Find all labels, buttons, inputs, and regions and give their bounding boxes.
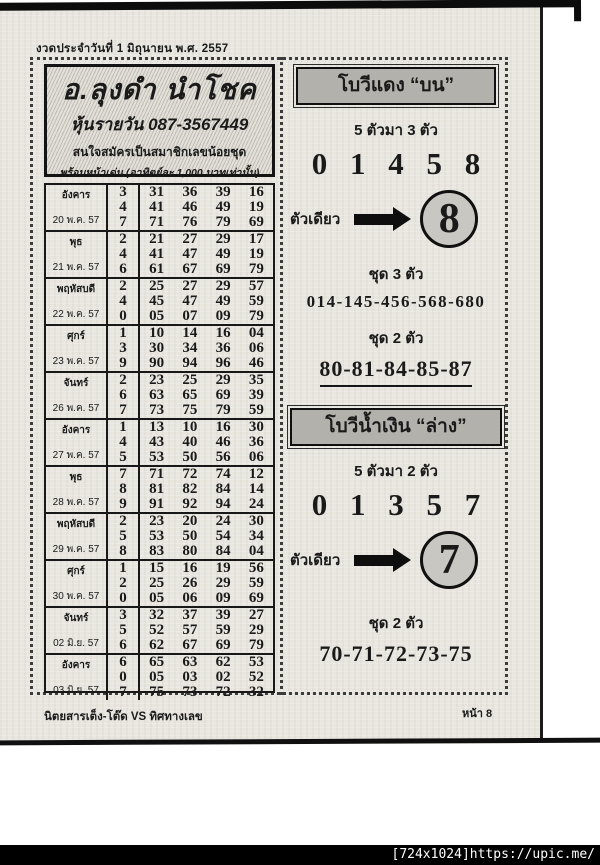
lead-digit: 6 <box>119 261 127 277</box>
number-line: 23 20 24 30 <box>149 513 264 529</box>
bowie-red-header: โบวีแดง “บน” <box>296 67 496 105</box>
table-row <box>46 277 273 324</box>
number-line: 23 25 29 35 <box>149 372 264 388</box>
lead-digit: 0 <box>119 669 127 685</box>
day-date: 28 พ.ค. 57 <box>52 497 100 508</box>
nums-col <box>140 279 273 324</box>
underline-rule <box>320 385 472 387</box>
day-name: ศุกร์ <box>67 331 85 342</box>
number-line: 91 92 94 24 <box>149 496 264 512</box>
day-name: อังคาร <box>61 660 91 671</box>
table-row <box>46 185 273 230</box>
number-line: 63 65 69 39 <box>149 387 264 403</box>
day-name: จันทร์ <box>63 613 89 624</box>
table-row <box>46 371 273 418</box>
number-line: 73 75 79 59 <box>149 402 264 418</box>
digit-col <box>108 655 140 700</box>
day-cell <box>46 279 108 324</box>
issue-date-line: งวดประจำวันที่ 1 มิถุนายน พ.ศ. 2557 <box>36 43 229 55</box>
nums-col <box>140 420 273 465</box>
digit-col <box>108 514 140 559</box>
set2-numbers: 70-71-72-73-75 <box>319 641 473 666</box>
number-line: 52 57 59 29 <box>149 622 264 638</box>
lead-digit: 5 <box>119 449 127 465</box>
nums-col <box>140 467 273 512</box>
digit-col <box>108 561 140 606</box>
lead-digit: 7 <box>119 402 127 418</box>
days-table-body <box>46 185 273 700</box>
daily-numbers-table <box>44 183 275 700</box>
table-row <box>46 653 273 700</box>
table-row <box>46 606 273 653</box>
day-date: 29 พ.ค. 57 <box>52 544 100 555</box>
number-line: 31 36 39 16 <box>149 184 264 200</box>
digit-col <box>108 608 140 653</box>
number-line: 05 07 09 79 <box>149 308 264 324</box>
bowie-blue-single-row <box>286 531 506 589</box>
day-cell <box>46 514 108 559</box>
nums-col <box>140 326 273 371</box>
tipster-phone-line: หุ้นรายวัน 087-3567449 <box>70 115 249 134</box>
digit-col <box>108 185 140 230</box>
day-cell <box>46 185 108 230</box>
lead-digit: 9 <box>119 355 127 371</box>
tipster-header-box <box>44 64 275 177</box>
lead-digit: 8 <box>119 481 127 497</box>
day-cell <box>46 326 108 371</box>
circled-single-digit: 8 <box>420 190 478 248</box>
day-name: อังคาร <box>61 425 91 436</box>
lead-digit: 3 <box>119 607 127 623</box>
nums-col <box>140 608 273 653</box>
table-row <box>46 418 273 465</box>
day-name: พฤหัสบดี <box>56 519 96 530</box>
day-cell <box>46 373 108 418</box>
number-line: 30 34 36 06 <box>149 340 264 356</box>
number-line: 05 06 09 69 <box>149 590 264 606</box>
nums-col <box>140 373 273 418</box>
day-name: อังคาร <box>61 190 91 201</box>
number-line: 05 03 02 52 <box>149 669 264 685</box>
lead-digit: 4 <box>119 293 127 309</box>
lead-digit: 0 <box>119 308 127 324</box>
digit-col <box>108 326 140 371</box>
bowie-red-digits: 0 1 4 5 8 <box>311 146 481 181</box>
number-line: 41 47 49 19 <box>149 246 264 262</box>
lead-digit: 4 <box>119 199 127 215</box>
lead-digit: 5 <box>119 622 127 638</box>
day-cell <box>46 608 108 653</box>
watermark-bar <box>0 845 600 865</box>
lead-digit: 2 <box>119 372 127 388</box>
number-line: 90 94 96 46 <box>149 355 264 371</box>
set2-label: ชุด 2 ตัว <box>368 330 424 347</box>
lead-digit: 9 <box>119 496 127 512</box>
footer-note: นิตยสารเต็ง-โต๊ด VS ทิศทางเลข <box>44 711 203 723</box>
set2-numbers: 80-81-84-85-87 <box>319 356 473 381</box>
table-row <box>46 559 273 606</box>
single-digit-label: ตัวเดียว <box>290 552 341 569</box>
nums-col <box>140 185 273 230</box>
lead-digit: 2 <box>119 278 127 294</box>
number-line: 13 10 16 30 <box>149 419 264 435</box>
number-line: 10 14 16 04 <box>149 325 264 341</box>
lead-digit: 3 <box>119 340 127 356</box>
day-cell <box>46 232 108 277</box>
lead-digit: 0 <box>119 590 127 606</box>
bowie-blue-digits: 0 1 3 5 7 <box>311 487 481 522</box>
lead-digit: 1 <box>119 560 127 576</box>
day-date: 22 พ.ค. 57 <box>52 309 100 320</box>
number-line: 45 47 49 59 <box>149 293 264 309</box>
digit-col <box>108 373 140 418</box>
lead-digit: 1 <box>119 325 127 341</box>
day-date: 02 มิ.ย. 57 <box>53 638 99 649</box>
lead-digit: 8 <box>119 543 127 559</box>
lead-digit: 4 <box>119 434 127 450</box>
tipster-title: อ.ลุงดำ นำโชค <box>62 74 257 105</box>
day-cell <box>46 561 108 606</box>
table-row <box>46 512 273 559</box>
day-date: 30 พ.ค. 57 <box>52 591 100 602</box>
lead-digit: 2 <box>119 575 127 591</box>
table-row <box>46 230 273 277</box>
set3-label: ชุด 3 ตัว <box>368 266 424 283</box>
digit-col <box>108 232 140 277</box>
nums-col <box>140 655 273 700</box>
lead-digit: 3 <box>119 184 127 200</box>
arrow-right-icon <box>354 214 394 225</box>
day-cell <box>46 467 108 512</box>
number-line: 65 63 62 53 <box>149 654 264 670</box>
lead-digit: 5 <box>119 528 127 544</box>
bowie-red-single-row <box>286 190 506 248</box>
day-date: 27 พ.ค. 57 <box>52 450 100 461</box>
day-name: พุธ <box>69 472 83 483</box>
table-row <box>46 324 273 371</box>
number-line: 71 72 74 12 <box>149 466 264 482</box>
lead-digit: 6 <box>119 387 127 403</box>
set2-label: ชุด 2 ตัว <box>368 615 424 632</box>
circled-single-digit: 7 <box>420 531 478 589</box>
scanned-page <box>0 7 543 740</box>
number-line: 53 50 56 06 <box>149 449 264 465</box>
lead-digit: 2 <box>119 513 127 529</box>
lead-digit: 2 <box>119 231 127 247</box>
number-line: 32 37 39 27 <box>149 607 264 623</box>
day-date: 03 มิ.ย. 57 <box>53 685 99 696</box>
prediction-panel <box>286 63 506 667</box>
number-line: 83 80 84 04 <box>149 543 264 559</box>
lead-digit: 6 <box>119 637 127 653</box>
day-cell <box>46 420 108 465</box>
day-date: 20 พ.ค. 57 <box>52 215 100 226</box>
lead-digit: 7 <box>119 466 127 482</box>
bowie-blue-subtitle: 5 ตัวมา 2 ตัว <box>354 463 438 480</box>
day-date: 23 พ.ค. 57 <box>52 356 100 367</box>
nums-col <box>140 232 273 277</box>
digit-col <box>108 420 140 465</box>
watermark-url: [724x1024]https://upic.me/ <box>391 847 595 862</box>
number-line: 75 73 72 32 <box>149 684 264 700</box>
lead-digit: 1 <box>119 419 127 435</box>
lead-digit: 7 <box>119 214 127 230</box>
day-cell <box>46 655 108 700</box>
single-digit-label: ตัวเดียว <box>290 211 341 228</box>
number-line: 43 40 46 36 <box>149 434 264 450</box>
table-row <box>46 465 273 512</box>
number-line: 61 67 69 79 <box>149 261 264 277</box>
number-line: 81 82 84 14 <box>149 481 264 497</box>
number-line: 71 76 79 69 <box>149 214 264 230</box>
number-line: 21 27 29 17 <box>149 231 264 247</box>
number-line: 41 46 49 19 <box>149 199 264 215</box>
arrow-right-icon <box>354 555 394 566</box>
day-name: จันทร์ <box>63 378 89 389</box>
nums-col <box>140 514 273 559</box>
lead-digit: 6 <box>119 654 127 670</box>
digit-col <box>108 279 140 324</box>
number-line: 25 27 29 57 <box>149 278 264 294</box>
lead-digit: 7 <box>119 684 127 700</box>
number-line: 15 16 19 56 <box>149 560 264 576</box>
day-date: 21 พ.ค. 57 <box>52 262 100 273</box>
day-name: พฤหัสบดี <box>56 284 96 295</box>
day-date: 26 พ.ค. 57 <box>52 403 100 414</box>
tipster-membership-line: สนใจสมัครเป็นสมาชิกเลขน้อยชุด <box>72 145 247 159</box>
number-line: 62 67 69 79 <box>149 637 264 653</box>
nums-col <box>140 561 273 606</box>
dotted-column-divider <box>280 57 283 695</box>
set3-numbers: 014-145-456-568-680 <box>306 292 486 311</box>
day-name: ศุกร์ <box>67 566 85 577</box>
bowie-red-subtitle: 5 ตัวมา 3 ตัว <box>354 122 438 139</box>
lead-digit: 4 <box>119 246 127 262</box>
number-line: 53 50 54 34 <box>149 528 264 544</box>
tipster-price-line: พร้อมหน้าเด่น (อาทิตย์ละ 1,000 บาทเท่านั้น) <box>59 167 260 179</box>
digit-col <box>108 467 140 512</box>
bowie-blue-header: โบวีน้ำเงิน “ล่าง” <box>290 408 502 446</box>
number-line: 25 26 29 59 <box>149 575 264 591</box>
day-name: พุธ <box>69 237 83 248</box>
page-number: หน้า 8 <box>462 708 493 720</box>
